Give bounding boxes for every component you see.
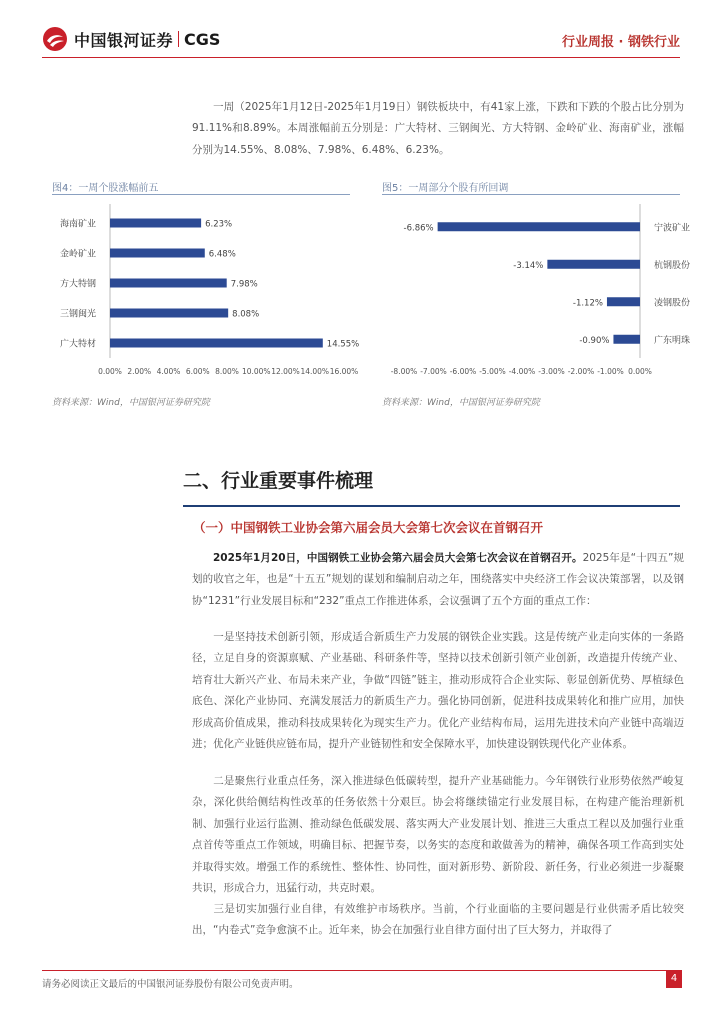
chart-bar: [438, 222, 640, 231]
chart-tick-label: -6.00%: [449, 367, 477, 376]
paragraph-text: 三是切实加强行业自律，有效维护市场秩序。当前，个行业面临的主要问题是行业供需矛盾比较突出，“内卷式”竞争愈演不止。近年来，协会在加强行业自律方面付出了巨大努力，并取得了: [192, 903, 684, 937]
chart-data-label: 8.08%: [232, 309, 260, 320]
chart-category-label: 金岭矿业: [59, 249, 96, 260]
chart-tick-label: -8.00%: [390, 367, 418, 376]
chart-category-label: 凌钢股份: [654, 298, 691, 309]
intro-paragraph: [192, 97, 684, 161]
chart-data-label: 6.23%: [205, 219, 233, 230]
chart-pullbacks: [382, 178, 691, 408]
chart-bar: [110, 219, 201, 228]
chart-data-label: -6.86%: [403, 223, 434, 234]
company-logo: [42, 26, 220, 52]
intro-text: 一周（2025年1月12日-2025年1月19日）钢铁板块中，有41家上涨，下跌和下跌的个股占比分别为91.11%和8.89%。本周涨幅前五分别是：广大特材、三钢闽光、方大特钢、金岭矿业、海南矿业，涨幅分别为14.55%、8.08%、7.98%、6.48%、6.23%。: [192, 101, 684, 156]
section-title: 二、行业重要事件梳理: [183, 470, 374, 492]
chart-title: 图4：一周个股涨幅前五: [52, 178, 350, 195]
chart-tick-label: -4.00%: [508, 367, 536, 376]
report-label: 行业周报 · 钢铁行业: [562, 35, 680, 50]
header-divider: [42, 57, 680, 58]
chart-bar: [547, 260, 640, 269]
chart-category-label: 海南矿业: [59, 219, 96, 230]
body-paragraph: [192, 771, 684, 899]
chart-tick-label: -3.00%: [538, 367, 565, 376]
body-paragraph: [192, 627, 684, 755]
chart-category-label: 广东明珠: [654, 335, 691, 346]
chart-category-label: 宁波矿业: [654, 223, 691, 234]
body-paragraph: [192, 899, 684, 942]
chart-tick-label: -5.00%: [479, 367, 506, 376]
subsection-title: （一）中国钢铁工业协会第六届会员大会第七次会议在首钢召开: [193, 520, 544, 535]
chart-tick-label: 8.00%: [215, 367, 239, 376]
chart-tick-label: 4.00%: [156, 367, 181, 376]
page-number: 4: [666, 970, 682, 988]
chart-bar: [110, 309, 228, 318]
body-paragraph: [192, 548, 684, 612]
chart-tick-label: -2.00%: [567, 367, 595, 376]
logo-en-text: CGS: [184, 29, 221, 49]
galaxy-logo-icon: [42, 26, 68, 52]
chart-bar: [110, 249, 205, 258]
chart-pullbacks-plot: [382, 198, 691, 384]
footer-divider: [42, 970, 680, 971]
chart-top-gainers-plot: [52, 198, 360, 384]
logo-cn-text: 中国银河证券: [74, 30, 174, 50]
chart-tick-label: 0.00%: [98, 367, 122, 376]
chart-category-label: 方大特钢: [59, 279, 96, 290]
chart-category-label: 杭钢股份: [654, 260, 691, 271]
chart-data-label: 14.55%: [326, 339, 360, 350]
chart-tick-label: 0.00%: [628, 367, 652, 376]
chart-tick-label: 10.00%: [241, 367, 271, 376]
chart-tick-label: 2.00%: [127, 367, 152, 376]
chart-bar: [607, 297, 640, 306]
chart-tick-label: 6.00%: [185, 367, 210, 376]
chart-tick-label: -7.00%: [420, 367, 447, 376]
paragraph-lead: 2025年1月20日，中国钢铁工业协会第六届会员大会第七次会议在首钢召开。: [213, 552, 583, 564]
chart-top-gainers: [52, 178, 360, 408]
chart-tick-label: -1.00%: [597, 367, 624, 376]
chart-tick-label: 12.00%: [271, 367, 300, 376]
chart-source: 资料来源：Wind，中国银河证券研究院: [52, 398, 210, 408]
page-header: [0, 0, 724, 60]
logo-separator: [178, 31, 179, 47]
paragraph-text: 2025年是“十四五”规划的收官之年，也是“十五五”规划的谋划和编制启动之年，围绕落实中央经济工作会议决策部署，以及钢协“1231”行业发展目标和“232”重点工作推进体系，会议强调了五个方面的重点工作：: [192, 552, 684, 607]
chart-title: 图5：一周部分个股有所回调: [382, 178, 680, 195]
chart-tick-label: 14.00%: [300, 367, 330, 376]
chart-category-label: 三钢闽光: [59, 309, 96, 320]
chart-bar: [110, 339, 323, 348]
section-divider: [183, 505, 680, 507]
paragraph-text: 一是坚持技术创新引领，形成适合新质生产力发展的钢铁企业实践。这是传统产业走向实体的一条路径，立足自身的资源禀赋、产业基础、科研条件等，坚持以技术创新引领产业创新，改造提升传统产业、培育壮大新兴产业、布局未来产业，争做“四链”链主，推动形成符合企业实际、彰显创新优势、厚植绿色底色、深化产业协同、充满发展活力的新质生产力。强化协同创新，促进科技成果转化和推广应用，加快形成高价值成果，推动科技成果转化为现实生产力。优化产业结构布局，运用先进技术向产业链中高端迈进；优化产业链供应链布局，提升产业链韧性和安全保障水平，加快建设钢铁现代化产业体系。: [192, 631, 684, 751]
chart-category-label: 广大特材: [59, 339, 96, 350]
chart-source: 资料来源：Wind，中国银河证券研究院: [382, 398, 540, 408]
chart-data-label: -1.12%: [572, 298, 603, 309]
chart-bar: [613, 335, 640, 344]
chart-bar: [110, 279, 227, 288]
chart-tick-label: 16.00%: [329, 367, 359, 376]
paragraph-text: 二是聚焦行业重点任务，深入推进绿色低碳转型，提升产业基础能力。今年钢铁行业形势依然严峻复杂，深化供给侧结构性改革的任务依然十分艰巨。协会将继续锚定行业发展目标，在构建产能治理新机制、加强行业运行监测、推动绿色低碳发展、落实两大产业发展计划、推进三大重点工程以及加强行业重点首传等重点工作领域，明确目标、把握节奏，以务实的态度和敢做善为的精神，确保各项工作高到实处并取得实效。增强工作的系统性、整体性、协同性，面对新形势、新阶段、新任务，行业必须进一步凝聚共识，形成合力，迅猛行动，共克时艰。: [192, 775, 684, 895]
chart-data-label: -0.90%: [579, 335, 610, 346]
footer-disclaimer: 请务必阅读正文最后的中国银河证券股份有限公司免责声明。: [42, 979, 299, 990]
chart-data-label: 6.48%: [208, 249, 236, 260]
chart-data-label: -3.14%: [513, 260, 544, 271]
chart-data-label: 7.98%: [230, 279, 258, 290]
